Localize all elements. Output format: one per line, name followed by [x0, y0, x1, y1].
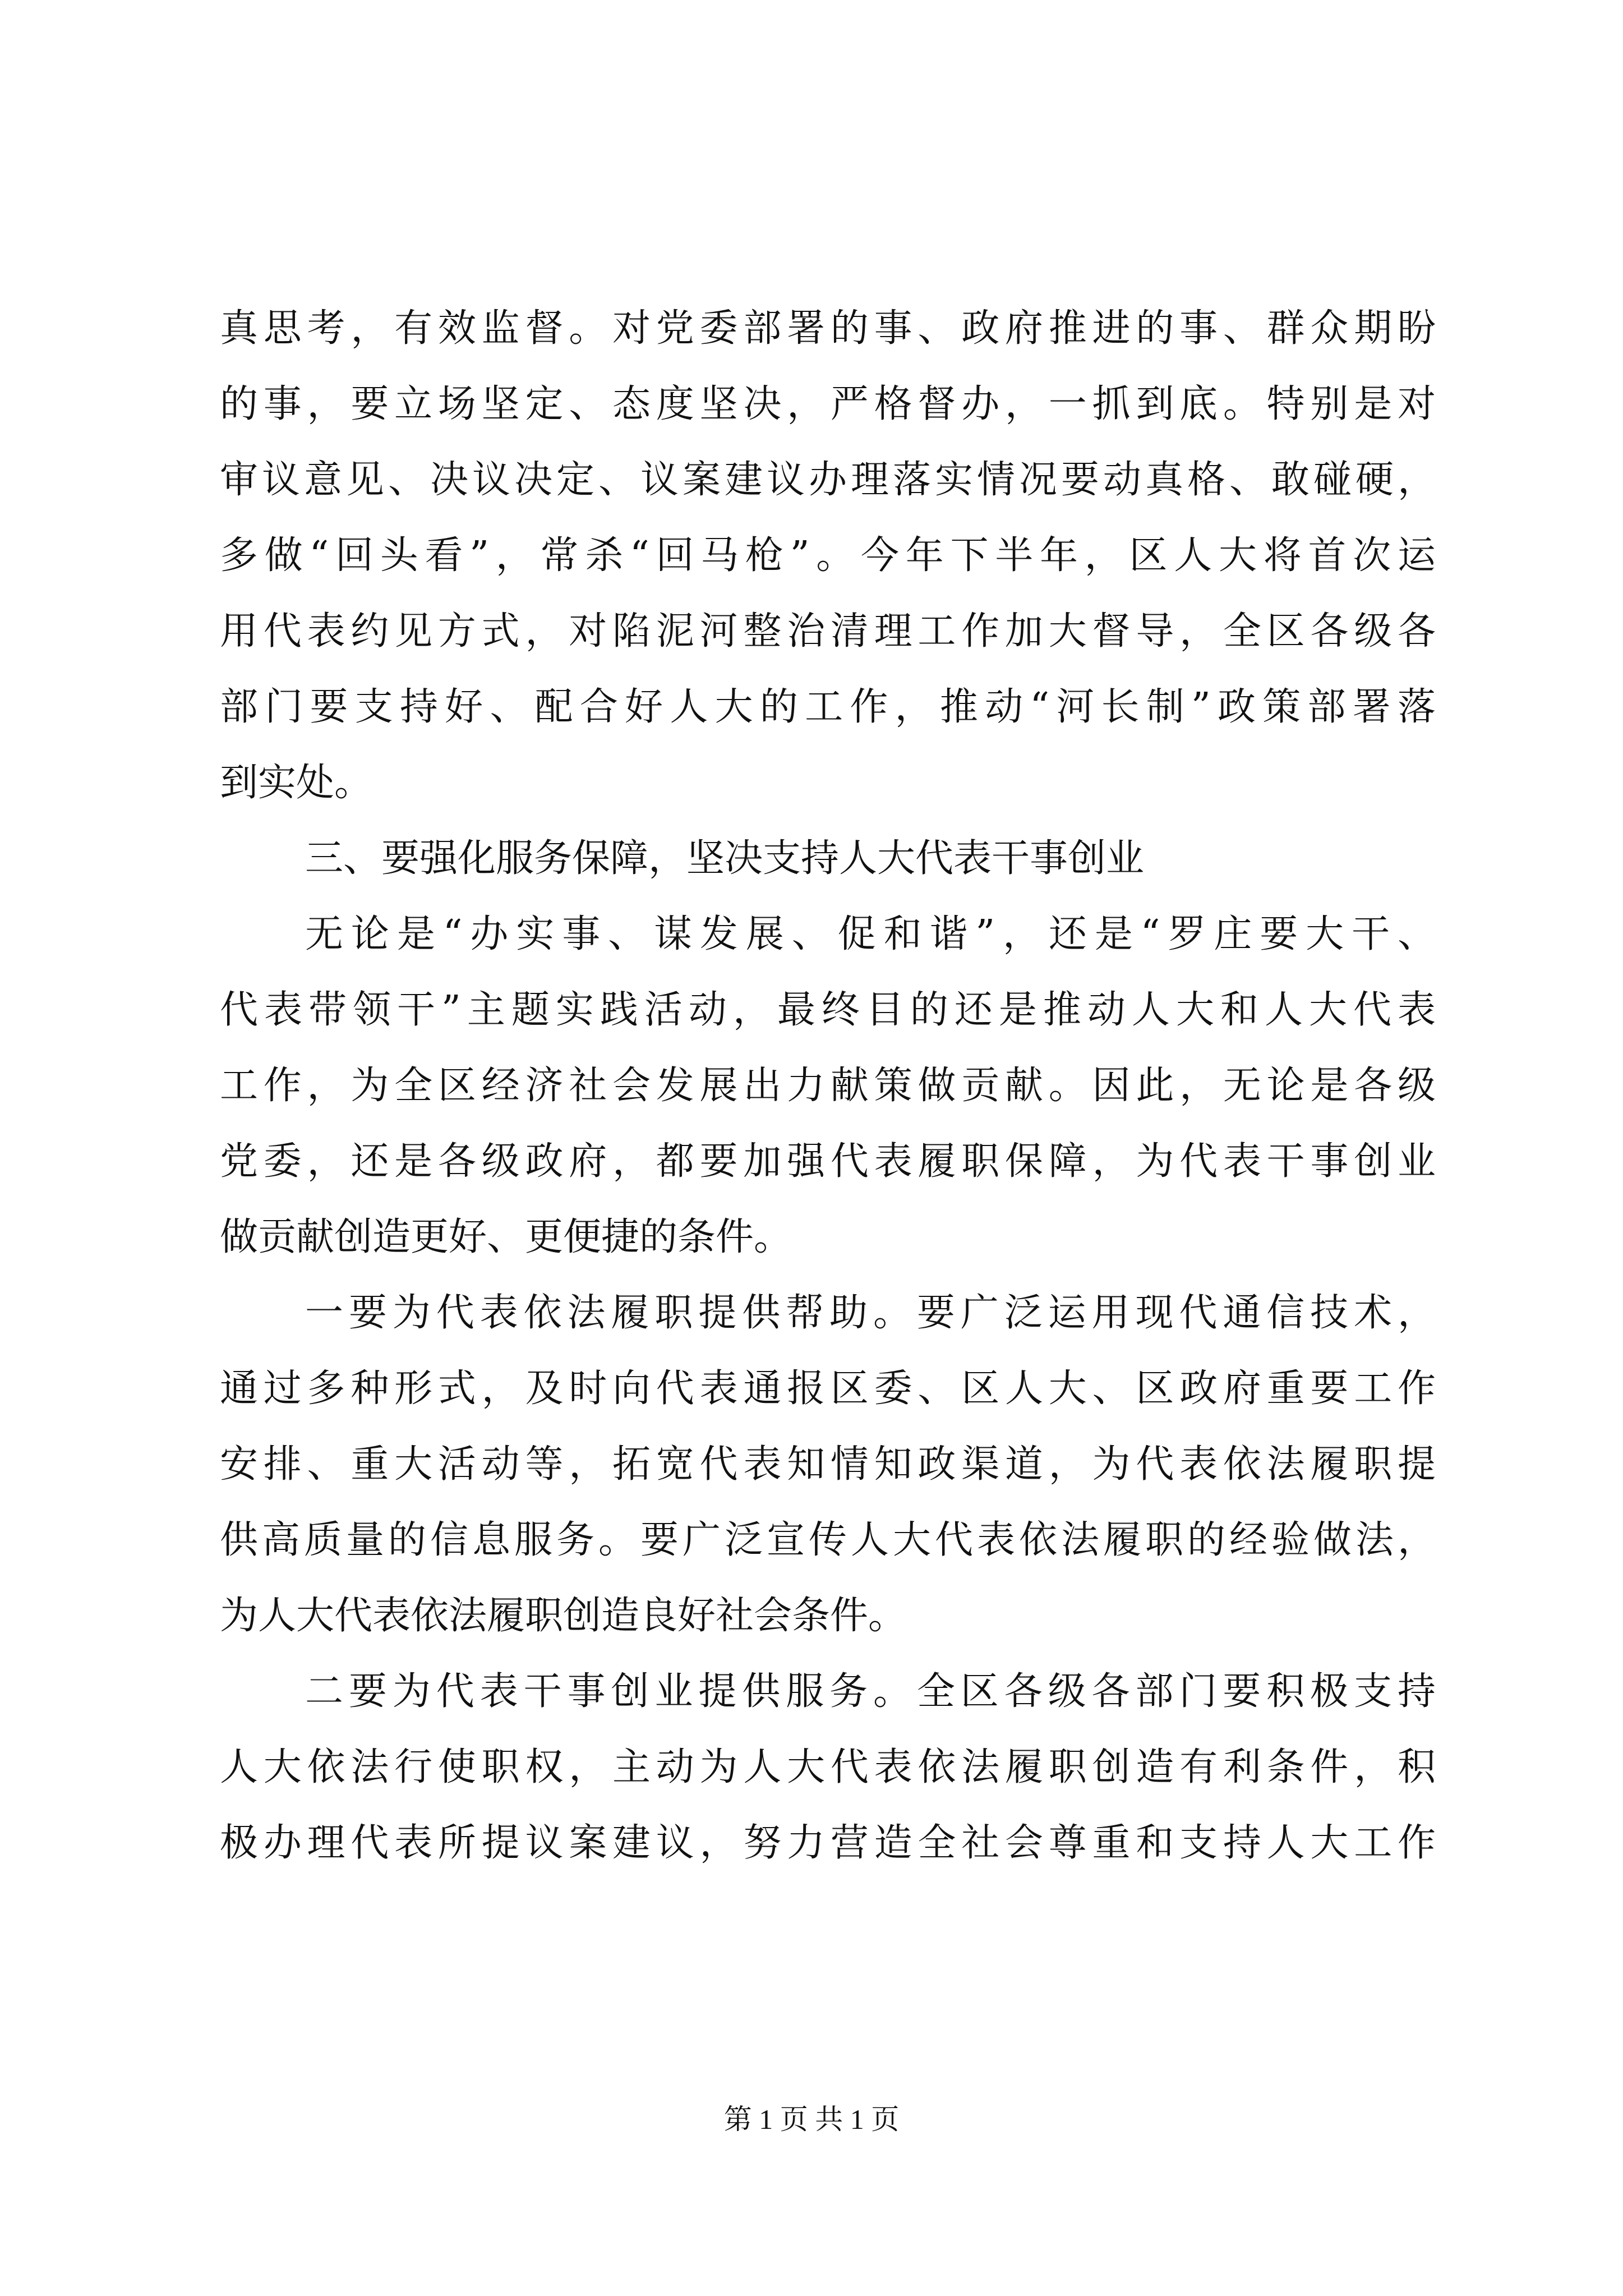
- paragraph-continuation: [220, 291, 1436, 821]
- text-line: 二要为代表干事创业提供服务。全区各级各部门要积极支持: [305, 1669, 1436, 1714]
- text-line: 的事，要立场坚定、态度坚决，严格督办，一抓到底。特别是对: [220, 382, 1436, 426]
- text-line: 代表带领干”主题实践活动，最终目的还是推动人大和人大代表: [220, 988, 1436, 1032]
- text-line: 党委，还是各级政府，都要加强代表履职保障，为代表干事创业: [220, 1139, 1436, 1184]
- heading-line: 三、要强化服务保障，坚决支持人大代表干事创业: [305, 836, 1145, 881]
- text-line: 无论是“办实事、谋发展、促和谐”，还是“罗庄要大干、: [305, 912, 1436, 956]
- paragraph: [220, 896, 1436, 1275]
- text-line: 通过多种形式，及时向代表通报区委、区人大、区政府重要工作: [220, 1366, 1436, 1411]
- text-line: 审议意见、决议决定、议案建议办理落实情况要动真格、敢碰硬，: [220, 458, 1436, 502]
- text-line: 用代表约见方式，对陷泥河整治清理工作加大督导，全区各级各: [220, 609, 1436, 654]
- text-line: 供高质量的信息服务。要广泛宣传人大代表依法履职的经验做法，: [220, 1518, 1436, 1562]
- paragraph: [220, 1654, 1436, 1881]
- text-line: 多做“回头看”，常杀“回马枪”。今年下半年，区人大将首次运: [220, 533, 1436, 578]
- text-line: 极办理代表所提议案建议，努力营造全社会尊重和支持人大工作: [220, 1821, 1436, 1865]
- text-line: 部门要支持好、配合好人大的工作，推动“河长制”政策部署落: [220, 685, 1436, 729]
- section-heading: [220, 821, 1436, 896]
- text-line: 一要为代表依法履职提供帮助。要广泛运用现代通信技术，: [305, 1291, 1436, 1335]
- text-line: 到实处。: [220, 761, 373, 805]
- page-footer: 第 1 页 共 1 页: [723, 2104, 900, 2135]
- paragraph: [220, 1275, 1436, 1654]
- text-line: 真思考，有效监督。对党委部署的事、政府推进的事、群众期盼: [220, 306, 1436, 351]
- text-line: 安排、重大活动等，拓宽代表知情知政渠道，为代表依法履职提: [220, 1442, 1436, 1487]
- text-line: 人大依法行使职权，主动为人大代表依法履职创造有利条件，积: [220, 1745, 1436, 1789]
- document-body: [220, 291, 1436, 1881]
- text-line: 做贡献创造更好、更便捷的条件。: [220, 1215, 792, 1259]
- text-line: 为人大代表依法履职创造良好社会条件。: [220, 1594, 907, 1638]
- text-line: 工作，为全区经济社会发展出力献策做贡献。因此，无论是各级: [220, 1064, 1436, 1108]
